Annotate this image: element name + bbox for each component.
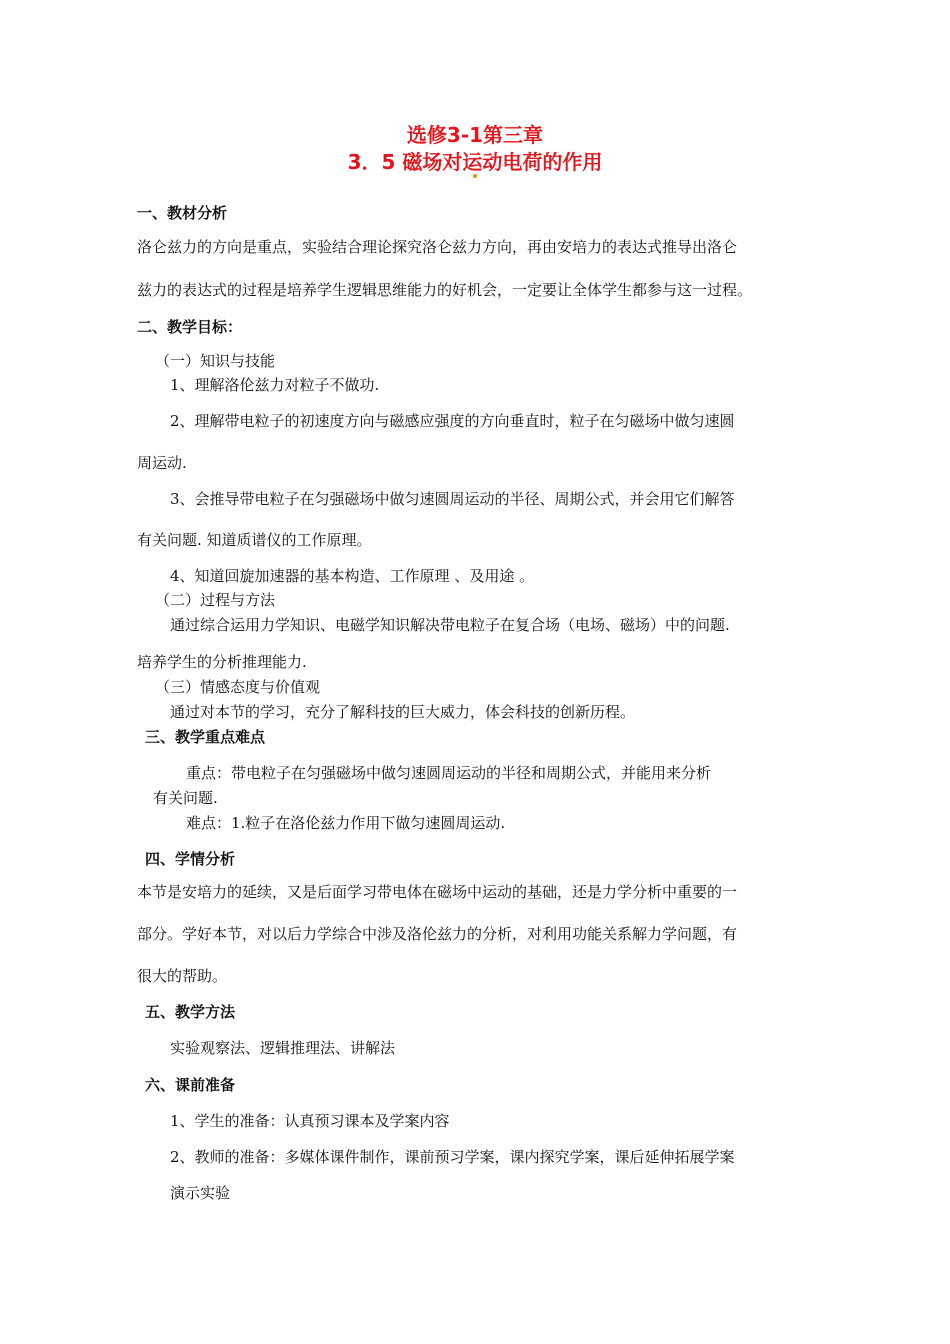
paragraph-line: 难点：1.粒子在洛伦兹力作用下做匀速圆周运动.: [186, 814, 506, 832]
subheading: （三）情感态度与价值观: [155, 678, 321, 696]
list-item: 4、知道回旋加速器的基本构造、工作原理 、及用途 。: [170, 567, 535, 585]
decorative-dot: [473, 174, 477, 178]
paragraph-line: 培养学生的分析推理能力.: [137, 653, 307, 671]
paragraph-line: 重点：带电粒子在匀强磁场中做匀速圆周运动的半径和周期公式，并能用来分析: [186, 764, 712, 782]
list-item: 2、理解带电粒子的初速度方向与磁感应强度的方向垂直时，粒子在匀磁场中做匀速圆: [170, 412, 735, 430]
paragraph-line: 本节是安培力的延续，又是后面学习带电体在磁场中运动的基础，还是力学分析中重要的一: [137, 883, 738, 901]
paragraph-line: 洛仑兹力的方向是重点，实验结合理论探究洛仑兹力方向，再由安培力的表达式推导出洛仑: [137, 238, 738, 256]
section-heading-3: 三、教学重点难点: [145, 728, 266, 746]
list-item-continuation: 演示实验: [170, 1184, 231, 1202]
section-heading-5: 五、教学方法: [145, 1003, 236, 1021]
list-item: 1、学生的准备：认真预习课本及学案内容: [170, 1112, 450, 1130]
subheading: （一）知识与技能: [155, 352, 276, 370]
title-line-1: 选修3-1第三章: [406, 123, 544, 147]
list-item: 2、教师的准备：多媒体课件制作，课前预习学案，课内探究学案，课后延伸拓展学案: [170, 1148, 735, 1166]
section-heading-4: 四、学情分析: [145, 850, 236, 868]
section-heading-2: 二、教学目标：: [137, 318, 243, 336]
paragraph-line: 通过对本节的学习，充分了解科技的巨大威力，体会科技的创新历程。: [170, 703, 636, 721]
paragraph-line: 通过综合运用力学知识、电磁学知识解决带电粒子在复合场（电场、磁场）中的问题.: [170, 616, 730, 634]
list-item: 1、理解洛伦兹力对粒子不做功.: [170, 376, 380, 394]
paragraph-line: 兹力的表达式的过程是培养学生逻辑思维能力的好机会，一定要让全体学生都参与这一过程。: [137, 281, 753, 299]
paragraph-line: 实验观察法、逻辑推理法、讲解法: [170, 1039, 396, 1057]
list-item-continuation: 周运动.: [137, 454, 187, 472]
list-item: 3、会推导带电粒子在匀强磁场中做匀速圆周运动的半径、周期公式，并会用它们解答: [170, 490, 735, 508]
paragraph-line: 部分。学好本节，对以后力学综合中涉及洛伦兹力的分析，对利用功能关系解力学问题，有: [137, 925, 738, 943]
section-heading-6: 六、课前准备: [145, 1076, 236, 1094]
list-item-continuation: 有关问题. 知道质谱仪的工作原理。: [137, 531, 372, 549]
paragraph-line: 很大的帮助。: [137, 967, 228, 985]
subheading: （二）过程与方法: [155, 591, 276, 609]
section-heading-1: 一、教材分析: [137, 204, 228, 222]
title-line-2: 3．5 磁场对运动电荷的作用: [347, 150, 603, 174]
paragraph-line: 有关问题.: [153, 789, 218, 807]
